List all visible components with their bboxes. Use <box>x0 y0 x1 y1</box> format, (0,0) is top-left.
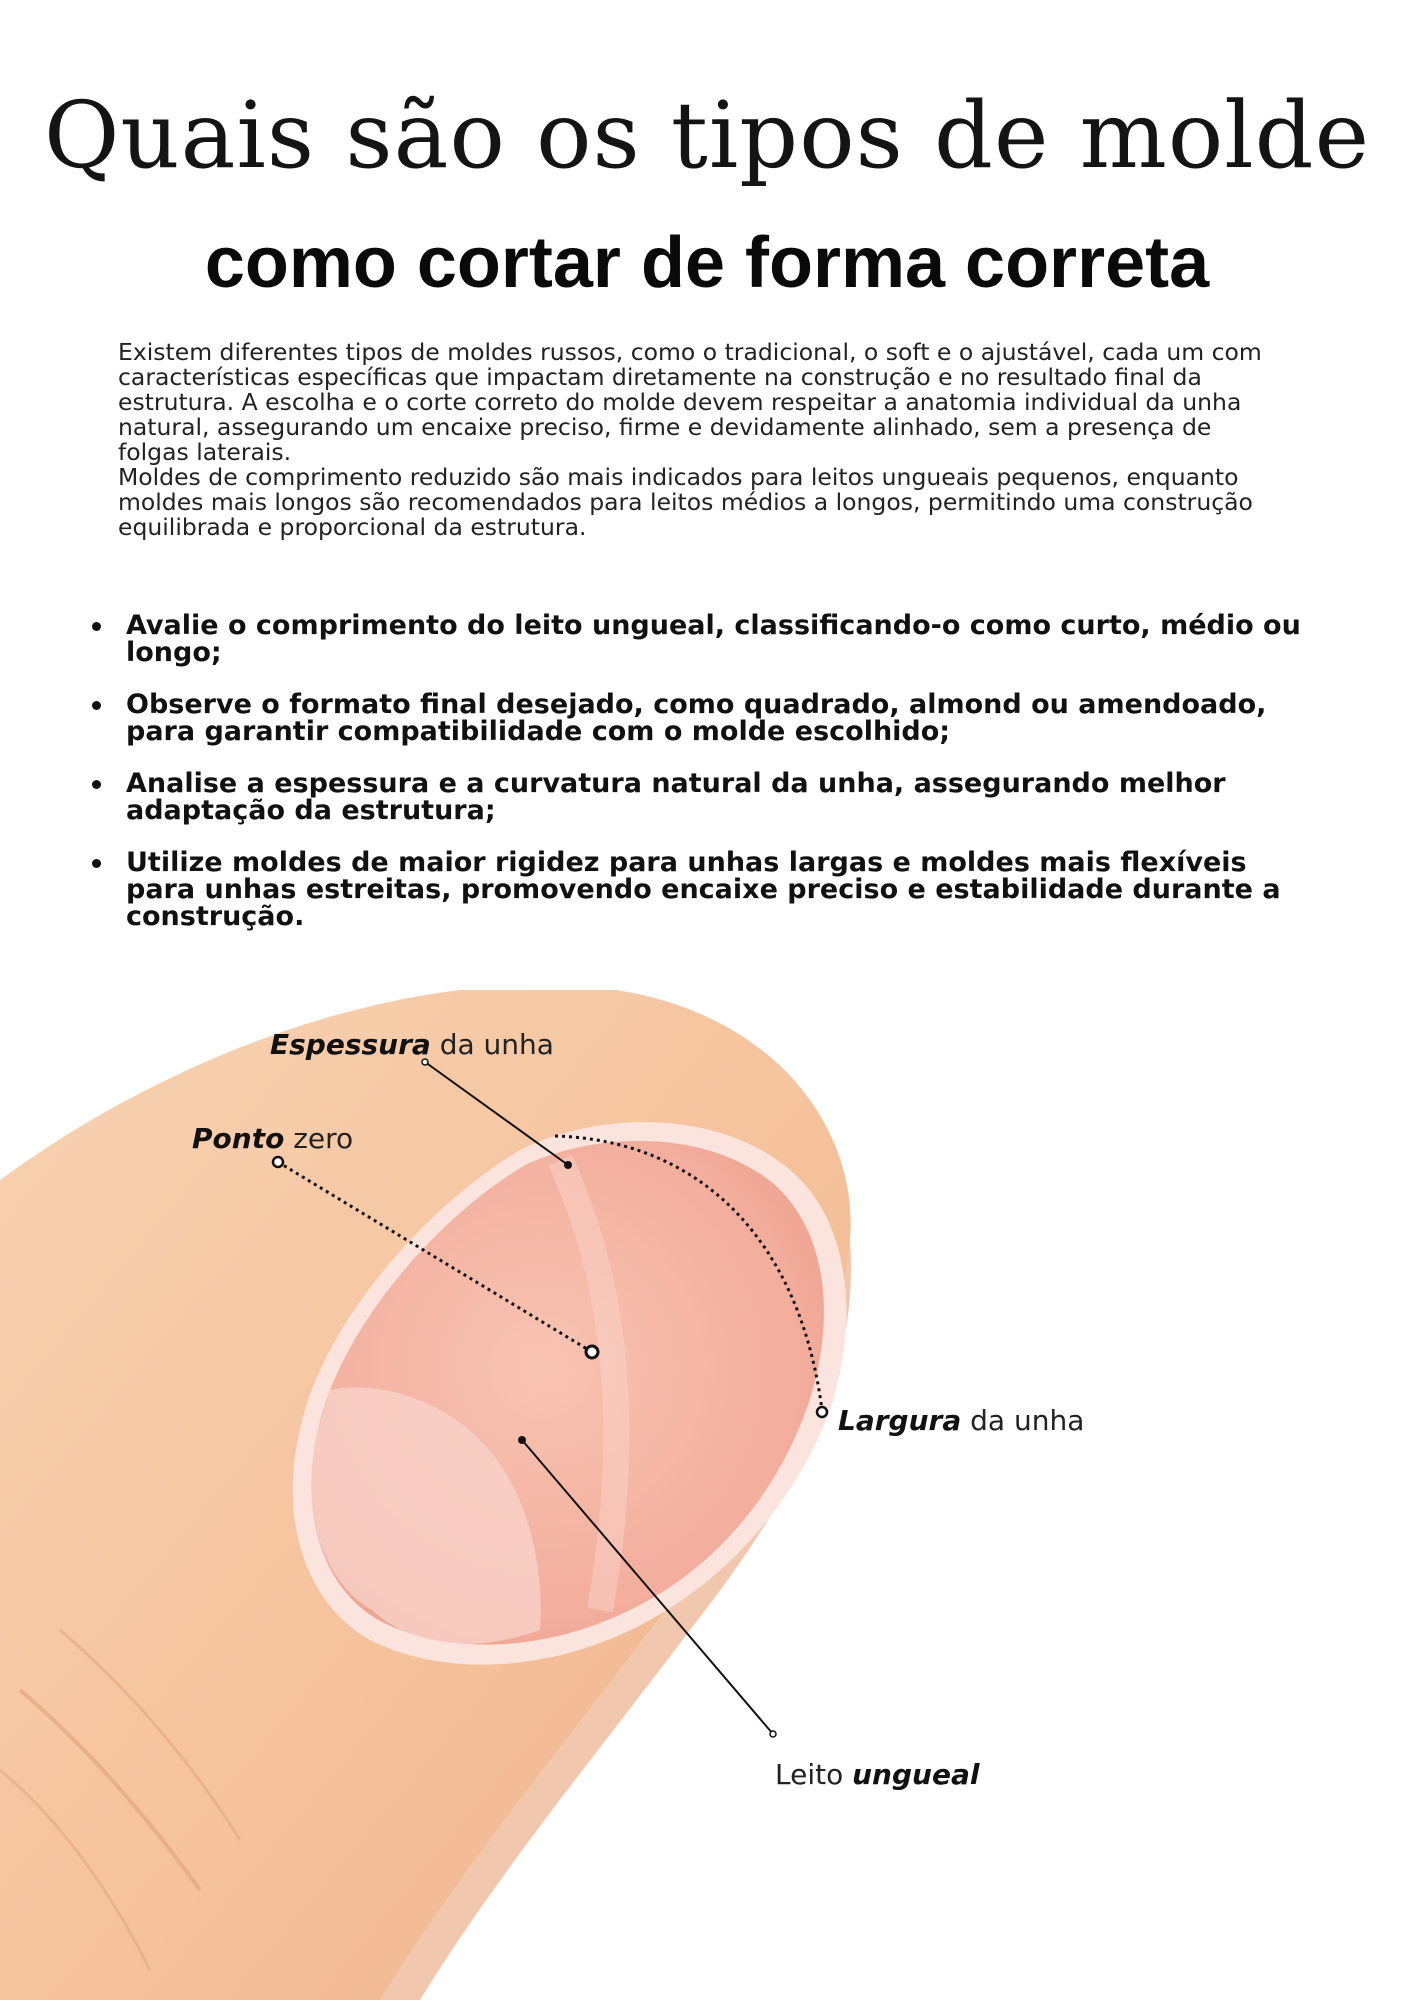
label-largura-bold: Largura <box>838 1404 962 1437</box>
list-item <box>88 612 1318 666</box>
label-espessura-bold: Espessura <box>270 1028 431 1061</box>
intro-paragraph-2: Moldes de comprimento reduzido são mais indicados para leitos ungueais pequenos, enquanto moldes mais longos são recomendados para leitos médios a longos, permitindo uma construção equilibrada e proporcional da estrutura. <box>118 463 1253 541</box>
label-leito-bold: ungueal <box>852 1758 980 1791</box>
bullet-icon <box>92 701 101 710</box>
label-ponto-rest: zero <box>284 1122 354 1155</box>
label-ponto-bold: Ponto <box>192 1122 285 1155</box>
label-largura-rest: da unha <box>961 1404 1085 1437</box>
label-leito-rest: Leito <box>775 1758 853 1791</box>
bullet-icon <box>92 622 101 631</box>
list-item-text: Avalie o comprimento do leito ungueal, classificando-o como curto, médio ou longo; <box>126 610 1301 668</box>
list-item-text: Observe o formato final desejado, como quadrado, almond ou amendoado, para garantir compatibilidade com o molde escolhido; <box>126 689 1267 747</box>
page-subtitle: como cortar de forma correta <box>204 223 1210 303</box>
bullet-icon <box>92 780 101 789</box>
nail-diagram <box>0 990 1414 2000</box>
tips-list <box>88 612 1318 955</box>
intro-paragraph-1: Existem diferentes tipos de moldes russos, como o tradicional, o soft e o ajustável, cada um com características específicas que impactam diretamente na construção e no resultado final da estrutura. A escolha e o corte correto do molde devem respeitar a anatomia individual da unha natural, assegurando um encaixe preciso, firme e devidamente alinhado, sem a presença de folgas laterais. <box>118 338 1262 466</box>
label-leito <box>775 1758 979 1791</box>
list-item-text: Analise a espessura e a curvatura natural da unha, assegurando melhor adaptação da estrutura; <box>126 768 1226 826</box>
label-espessura-rest: da unha <box>430 1028 554 1061</box>
list-item-text: Utilize moldes de maior rigidez para unhas largas e moldes mais flexíveis para unhas estreitas, promovendo encaixe preciso e estabilidade durante a construção. <box>126 847 1281 932</box>
page-title: Quais são os tipos de molde <box>43 82 1371 189</box>
list-item <box>88 691 1318 745</box>
label-espessura <box>270 1028 554 1061</box>
intro-text <box>118 340 1278 540</box>
list-item <box>88 770 1318 824</box>
label-largura <box>838 1404 1084 1437</box>
bullet-icon <box>92 859 101 868</box>
list-item <box>88 849 1318 930</box>
label-ponto-zero <box>192 1122 353 1155</box>
